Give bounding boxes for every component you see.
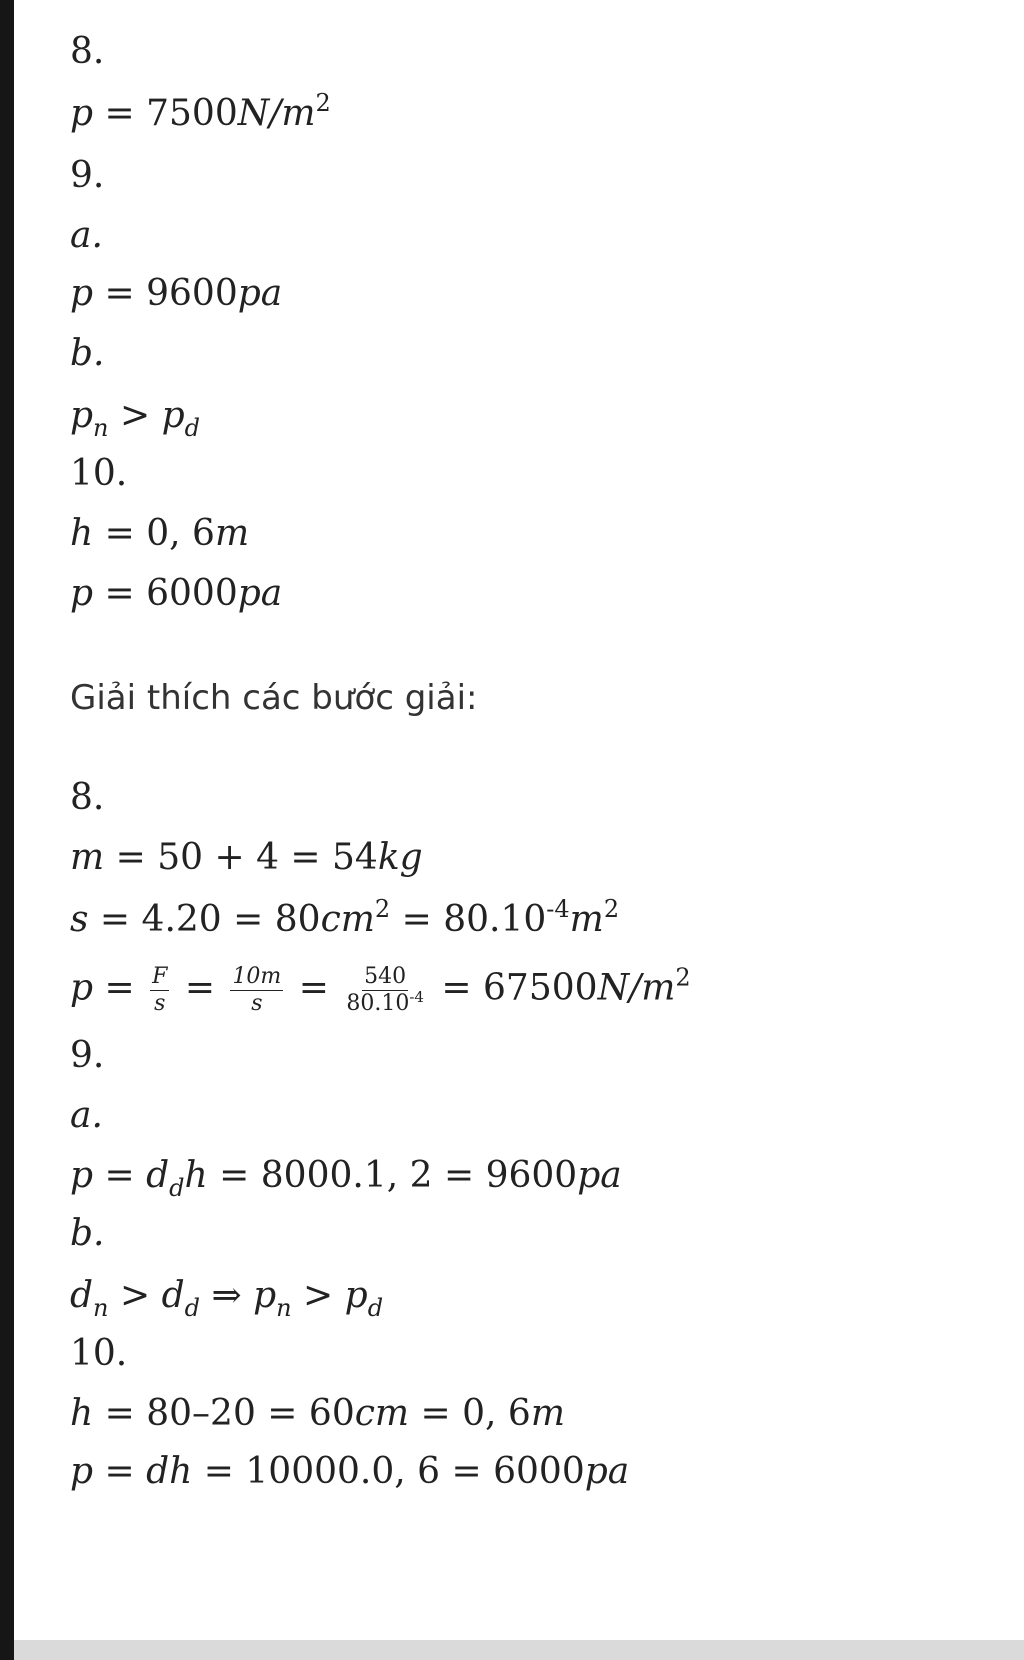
unit: m [214,513,250,554]
unit: pa [237,273,283,314]
explanation-q10-pressure: p = dh = 10000.0, 6 = 6000pa [70,1451,630,1492]
explanation-q9a-label: a. [70,1095,103,1136]
answer-q9-label: 9. [70,155,105,196]
answer-q9b-label: b. [70,333,105,374]
answer-q9b-comparison: $p_n > p_d$ [70,395,200,442]
answer-q9a-pressure: p = 9600pa [70,273,283,314]
symbol-p: p [70,93,94,134]
explanation-mass: m = 50 + 4 = 54kg [70,837,423,878]
value: 9600 [146,273,238,314]
fraction-540-over-area: $\frac{540}{80.10^{-4}}$ [346,964,424,1016]
exponent: 2 [315,89,331,117]
explanation-q9a-pressure: $p = d_dh = 8000.1$, 2 = 9600pa [70,1155,622,1202]
left-dark-border [0,0,14,1660]
explanation-area: $s = 4.20 = 80cm^2 = 80.10^{-4}m^2$ [70,895,620,940]
fraction-10m-over-s: $\frac{10m}{s}$ [232,964,282,1016]
explanation-pressure-formula: p = $\frac{F}{s}$ = $\frac{10m}{s}$ = $\frac{540}{80.10^{-4}}$ = $67500N/m^2$ [70,963,691,1016]
answer-q8-pressure: $p = 7500N/m^2$ [70,89,331,134]
value: 6000 [146,573,238,614]
answer-q10-label: 10. [70,453,128,494]
unit: pa [237,573,283,614]
value: 0, 6 [146,513,215,554]
answer-card [14,0,1024,1640]
explanation-q9-label: 9. [70,1035,105,1076]
explanation-heading: Giải thích các bước giải: [70,678,478,718]
explanation-q8-label: 8. [70,777,105,818]
bottom-band [14,1640,1024,1660]
answer-q10-height: h = 0, 6m [70,513,250,554]
value: 7500 [146,93,238,134]
fraction-f-over-s: $\frac{F}{s}$ [152,964,168,1016]
explanation-q9b-label: b. [70,1213,105,1254]
answer-q10-pressure: p = 6000pa [70,573,283,614]
unit: N/m [237,93,316,134]
answer-q9a-label: a. [70,215,103,256]
explanation-q10-height: h = 80–20 = 60cm = 0, 6m [70,1393,565,1434]
answer-q8-label: 8. [70,31,105,72]
explanation-q9b-comparison: $d_n > d_d$ ⇒ $p_n > p_d$ [70,1275,384,1322]
explanation-q10-label: 10. [70,1333,128,1374]
